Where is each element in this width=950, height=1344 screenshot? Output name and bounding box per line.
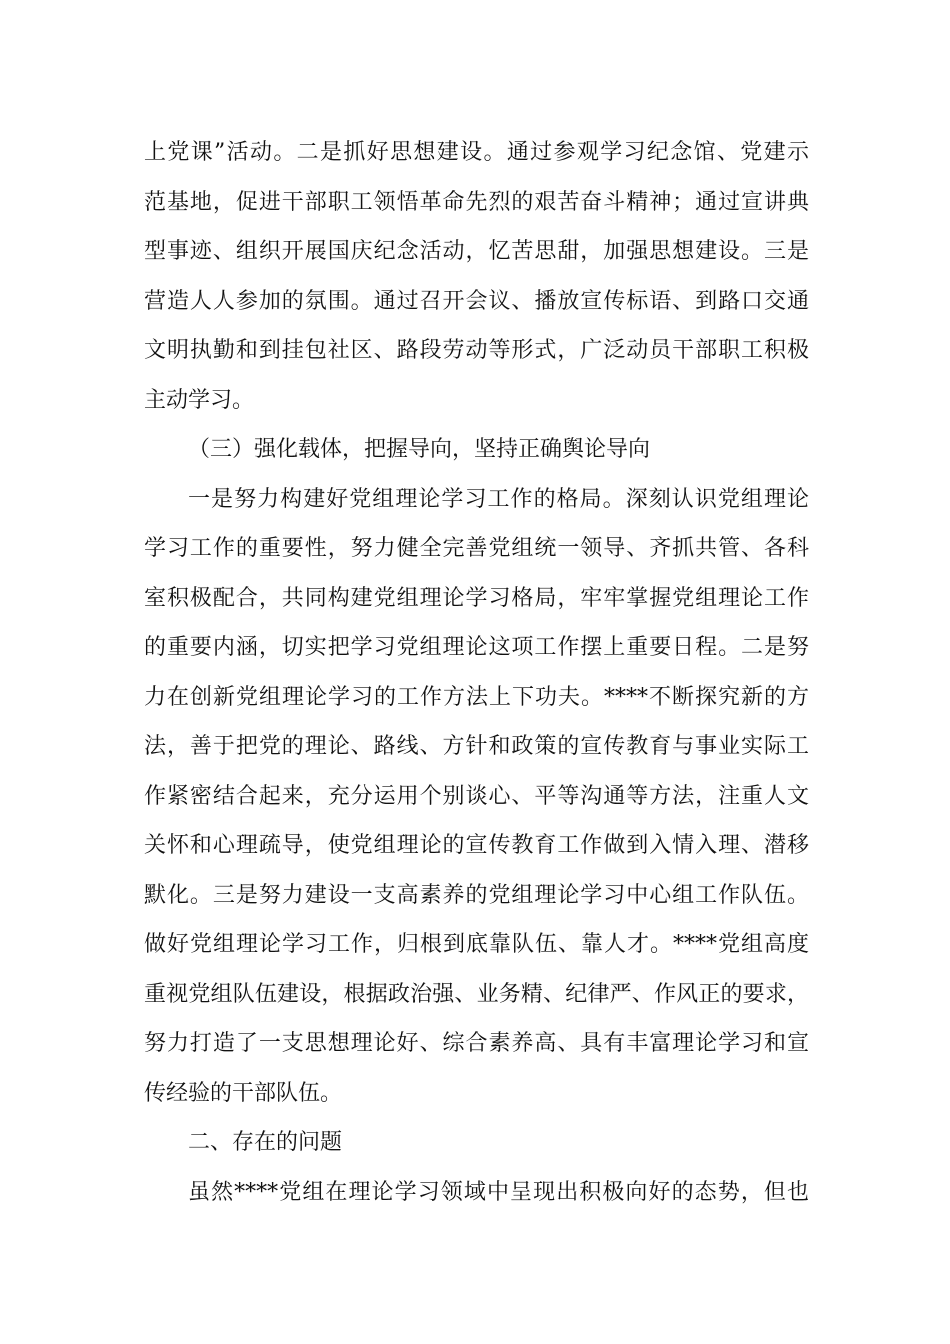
text-line: 默化。三是努力建设一支高素养的党组理论学习中心组工作队伍。 (144, 882, 809, 908)
text-line: 一是努力构建好党组理论学习工作的格局。深刻认识党组理论 (188, 486, 809, 512)
text-line: 营造人人参加的氛围。通过召开会议、播放宣传标语、到路口交通 (144, 288, 809, 314)
text-line: 室积极配合，共同构建党组理论学习格局，牢牢掌握党组理论工作 (144, 585, 809, 611)
text-line: 做好党组理论学习工作，归根到底靠队伍、靠人才。****党组高度 (144, 932, 809, 957)
text-line: 学习工作的重要性，努力健全完善党组统一领导、齐抓共管、各科 (144, 536, 809, 561)
text-line: 虽然****党组在理论学习领域中呈现出积极向好的态势，但也 (188, 1179, 809, 1205)
text-line: 作紧密结合起来，充分运用个别谈心、平等沟通等方法，注重人文 (144, 783, 809, 809)
document-body (144, 128, 809, 1217)
text-line: 上党课”活动。二是抓好思想建设。通过参观学习纪念馆、党建示 (144, 140, 809, 165)
text-line: 法，善于把党的理论、路线、方针和政策的宣传教育与事业实际工 (144, 734, 809, 759)
text-line: 主动学习。 (144, 387, 255, 413)
text-line: 范基地，促进干部职工领悟革命先烈的艰苦奋斗精神；通过宣讲典 (144, 189, 809, 215)
text-line: 传经验的干部队伍。 (144, 1080, 343, 1106)
text-line: 的重要内涵，切实把学习党组理论这项工作摆上重要日程。二是努 (144, 635, 809, 660)
text-line: 努力打造了一支思想理论好、综合素养高、具有丰富理论学习和宣 (144, 1031, 809, 1056)
text-line: 重视党组队伍建设，根据政治强、业务精、纪律严、作风正的要求， (144, 981, 809, 1007)
section-heading: 二、存在的问题 (188, 1130, 343, 1155)
section-heading: （三）强化载体，把握导向，坚持正确舆论导向 (188, 437, 651, 462)
text-line: 文明执勤和到挂包社区、路段劳动等形式，广泛动员干部职工积极 (144, 338, 809, 363)
text-line: 关怀和心理疏导，使党组理论的宣传教育工作做到入情入理、潜移 (144, 833, 809, 858)
text-line: 型事迹、组织开展国庆纪念活动，忆苦思甜，加强思想建设。三是 (144, 239, 809, 264)
text-line: 力在创新党组理论学习的工作方法上下功夫。****不断探究新的方 (144, 684, 809, 710)
